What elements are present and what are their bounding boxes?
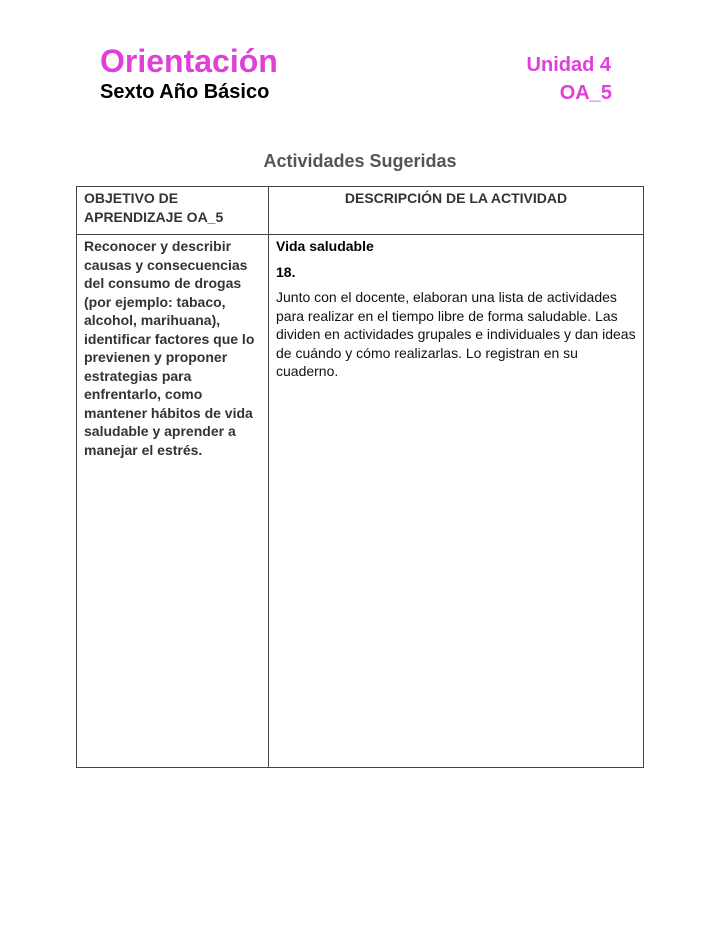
activity-number: 18. bbox=[276, 263, 296, 280]
activities-table bbox=[76, 186, 644, 768]
unit-label: Unidad 4 bbox=[526, 54, 611, 76]
activity-cell bbox=[269, 235, 644, 768]
grade-subtitle: Sexto Año Básico bbox=[100, 81, 270, 103]
objective-cell: Reconocer y describir causas y consecuencias del consumo de drogas (por ejemplo: tabaco, alcohol, marihuana), identificar factores que lo previenen y proponer estrategias para enfrentarlo, como mantener hábitos de vida saludable y aprender a manejar el estrés. bbox=[77, 235, 269, 768]
objective-code-label: OA_5 bbox=[559, 82, 612, 104]
header-objective: OBJETIVO DE APRENDIZAJE OA_5 bbox=[77, 187, 269, 235]
table-row bbox=[77, 235, 644, 768]
section-title: Actividades Sugeridas bbox=[263, 151, 457, 171]
activity-title: Vida saludable bbox=[276, 238, 374, 254]
header-description: DESCRIPCIÓN DE LA ACTIVIDAD bbox=[269, 187, 644, 235]
table-header-row bbox=[77, 187, 644, 235]
activity-description: Junto con el docente, elaboran una lista de actividades para realizar en el tiempo libre de forma saludable. Las dividen en actividades grupales e individuales y dan ideas de cuándo y cómo realizarlas. Lo registran en su cuaderno. bbox=[276, 289, 636, 379]
subject-title: Orientación bbox=[100, 43, 278, 79]
